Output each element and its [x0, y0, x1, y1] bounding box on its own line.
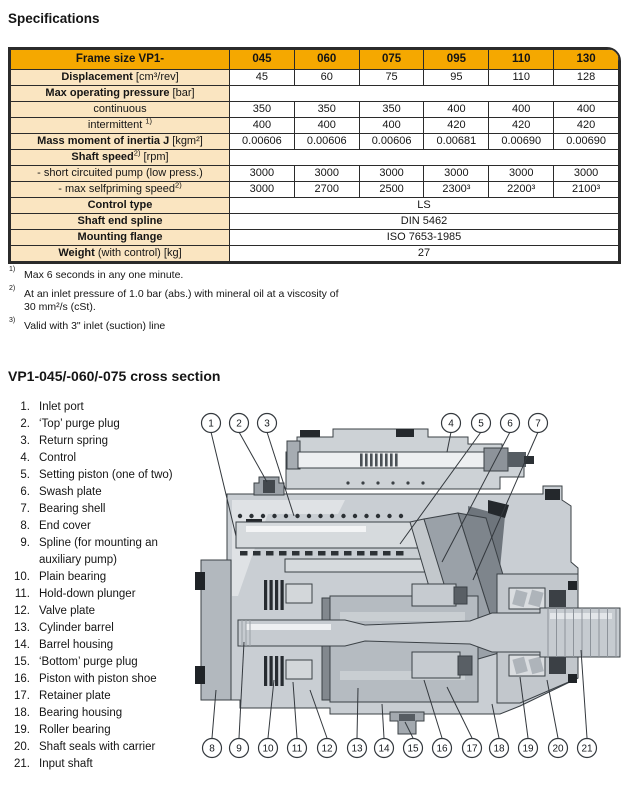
list-item: 20. Shaft seals with carrier: [14, 741, 156, 753]
table-row-selfpriming: [11, 182, 619, 198]
row-label: - max selfpriming speed$^{2)}$: [11, 182, 230, 198]
top-purge-plug: [254, 477, 284, 495]
list-item: 21. Input shaft: [14, 758, 93, 770]
row-label: Mass moment of inertia J [kgm²]: [11, 134, 230, 150]
parts-list: [8, 399, 195, 773]
table-cell: 2100³: [554, 182, 619, 198]
table-row-mounting-flange: [11, 230, 619, 246]
list-item: 15. ‘Bottom’ purge plug: [14, 656, 138, 668]
list-item: 10. Plain bearing: [14, 571, 107, 583]
list-item: 17. Retainer plate: [14, 690, 111, 702]
table-cell: 3000: [489, 166, 554, 182]
list-item: 1. Inlet port: [20, 401, 84, 413]
callout-number: 14: [378, 743, 390, 755]
list-item: 19. Roller bearing: [14, 724, 111, 736]
callout-number: 15: [407, 743, 419, 755]
table-cell: 0.00606: [359, 134, 424, 150]
callout-number: 10: [262, 743, 274, 755]
row-label: Shaft speed$^{2)}$ [rpm]: [11, 150, 230, 166]
empty-cell: [230, 86, 619, 102]
page-title: Specifications: [8, 11, 100, 26]
row-label: Weight (with control) [kg]: [11, 246, 230, 262]
table-cell: 0.00690: [489, 134, 554, 150]
callout-number: 9: [236, 743, 242, 755]
callout-number: 18: [493, 743, 505, 755]
table-cell: 2700: [294, 182, 359, 198]
callout-number: 21: [581, 743, 593, 755]
callout-number: 20: [552, 743, 564, 755]
table-cell: 420: [424, 118, 489, 134]
table-row-shaft-speed: [11, 150, 619, 166]
specifications-table: [8, 47, 621, 264]
table-cell: 420: [489, 118, 554, 134]
pump-cross-section-figure: [190, 405, 627, 778]
frame-size-col: 130: [554, 50, 619, 70]
row-label: - short circuited pump (low press.): [11, 166, 230, 182]
table-row-continuous: [11, 102, 619, 118]
table-row-inertia: [11, 134, 619, 150]
callout-number: 6: [507, 418, 513, 430]
list-item: 12. Valve plate: [14, 605, 96, 617]
row-label: Max operating pressure [bar]: [11, 86, 230, 102]
merged-value: ISO 7653-1985: [230, 230, 619, 246]
callout-number: 19: [522, 743, 534, 755]
callout-number: 13: [351, 743, 363, 755]
control-assembly: [286, 429, 534, 489]
table-row-max-pressure: [11, 86, 619, 102]
table-cell: 2200³: [489, 182, 554, 198]
callout-number: 3: [264, 418, 270, 430]
footnotes: [9, 266, 345, 339]
list-item: 5. Setting piston (one of two): [20, 469, 173, 481]
table-row-shaft-end-spline: [11, 214, 619, 230]
table-row-weight: [11, 246, 619, 262]
footnote-1: 1) Max 6 seconds in any one minute.: [9, 266, 184, 281]
callout-number: 11: [291, 743, 303, 755]
merged-value: DIN 5462: [230, 214, 619, 230]
callout-number: 16: [436, 743, 448, 755]
footnote-3: 3) Valid with 3" inlet (suction) line: [9, 317, 166, 332]
frame-size-col: 075: [359, 50, 424, 70]
list-item: 9. Spline (for mounting an auxiliary pump): [20, 537, 158, 566]
footnote-2: 2) At an inlet pressure of 1.0 bar (abs.) with mineral oil at a viscosity of 30 mm²/s (cSt).: [9, 285, 339, 313]
table-header-row: [11, 50, 619, 70]
table-row-intermittent: [11, 118, 619, 134]
table-cell: 95: [424, 70, 489, 86]
row-label: Control type: [11, 198, 230, 214]
table-cell: 420: [554, 118, 619, 134]
table-cell: 0.00606: [230, 134, 295, 150]
table-cell: 3000: [554, 166, 619, 182]
table-cell: 400: [424, 102, 489, 118]
table-cell: 0.00606: [294, 134, 359, 150]
table-cell: 0.00690: [554, 134, 619, 150]
table-cell: 400: [230, 118, 295, 134]
callout-number: 17: [466, 743, 478, 755]
table-cell: 3000: [230, 166, 295, 182]
table-cell: 3000: [359, 166, 424, 182]
table-cell: 3000: [294, 166, 359, 182]
table-cell: 2500: [359, 182, 424, 198]
merged-value: LS: [230, 198, 619, 214]
frame-size-col: 110: [489, 50, 554, 70]
row-label: Shaft end spline: [11, 214, 230, 230]
list-item: 14. Barrel housing: [14, 639, 114, 651]
list-item: 16. Piston with piston shoe: [14, 673, 157, 685]
list-item: 13. Cylinder barrel: [14, 622, 114, 634]
callout-number: 7: [535, 418, 541, 430]
list-item: 18. Bearing housing: [14, 707, 123, 719]
callout-number: 4: [448, 418, 454, 430]
table-cell: 400: [489, 102, 554, 118]
table-cell: 2300³: [424, 182, 489, 198]
table-cell: 400: [359, 118, 424, 134]
callout-number: 12: [321, 743, 333, 755]
callout-number: 2: [236, 418, 242, 430]
table-cell: 60: [294, 70, 359, 86]
list-item: 4. Control: [20, 452, 77, 464]
frame-size-col: 095: [424, 50, 489, 70]
table-cell: 110: [489, 70, 554, 86]
table-row-short-circuited: [11, 166, 619, 182]
row-label: Mounting flange: [11, 230, 230, 246]
table-cell: 128: [554, 70, 619, 86]
empty-cell: [230, 150, 619, 166]
list-item: 3. Return spring: [20, 435, 109, 447]
callout-number: 1: [208, 418, 214, 430]
row-label: intermittent $^{1)}$: [11, 118, 230, 134]
table-cell: 45: [230, 70, 295, 86]
table-cell: 350: [359, 102, 424, 118]
cross-section-title: VP1-045/-060/-075 cross section: [8, 368, 221, 384]
frame-size-col: 060: [294, 50, 359, 70]
row-label: continuous: [11, 102, 230, 118]
list-item: 2. ‘Top’ purge plug: [20, 418, 120, 430]
list-item: 8. End cover: [20, 520, 91, 532]
table-cell: 75: [359, 70, 424, 86]
merged-value: 27: [230, 246, 619, 262]
list-item: 7. Bearing shell: [20, 503, 106, 515]
callout-number: 5: [478, 418, 484, 430]
callout-number: 8: [209, 743, 215, 755]
cylinder-barrel: [322, 596, 478, 702]
table-cell: 3000: [230, 182, 295, 198]
table-row-displacement: [11, 70, 619, 86]
table-cell: 0.00681: [424, 134, 489, 150]
frame-size-col: 045: [230, 50, 295, 70]
table-row-control-type: [11, 198, 619, 214]
list-item: 11. Hold-down plunger: [14, 588, 136, 600]
bottom-purge-plug: [390, 712, 424, 734]
table-cell: 350: [294, 102, 359, 118]
table-cell: 3000: [424, 166, 489, 182]
table-cell: 350: [230, 102, 295, 118]
table-cell: 400: [554, 102, 619, 118]
row-label: Displacement [cm³/rev]: [11, 70, 230, 86]
list-item: 6. Swash plate: [20, 486, 102, 498]
table-corner-label: Frame size VP1-: [11, 50, 230, 70]
table-cell: 400: [294, 118, 359, 134]
